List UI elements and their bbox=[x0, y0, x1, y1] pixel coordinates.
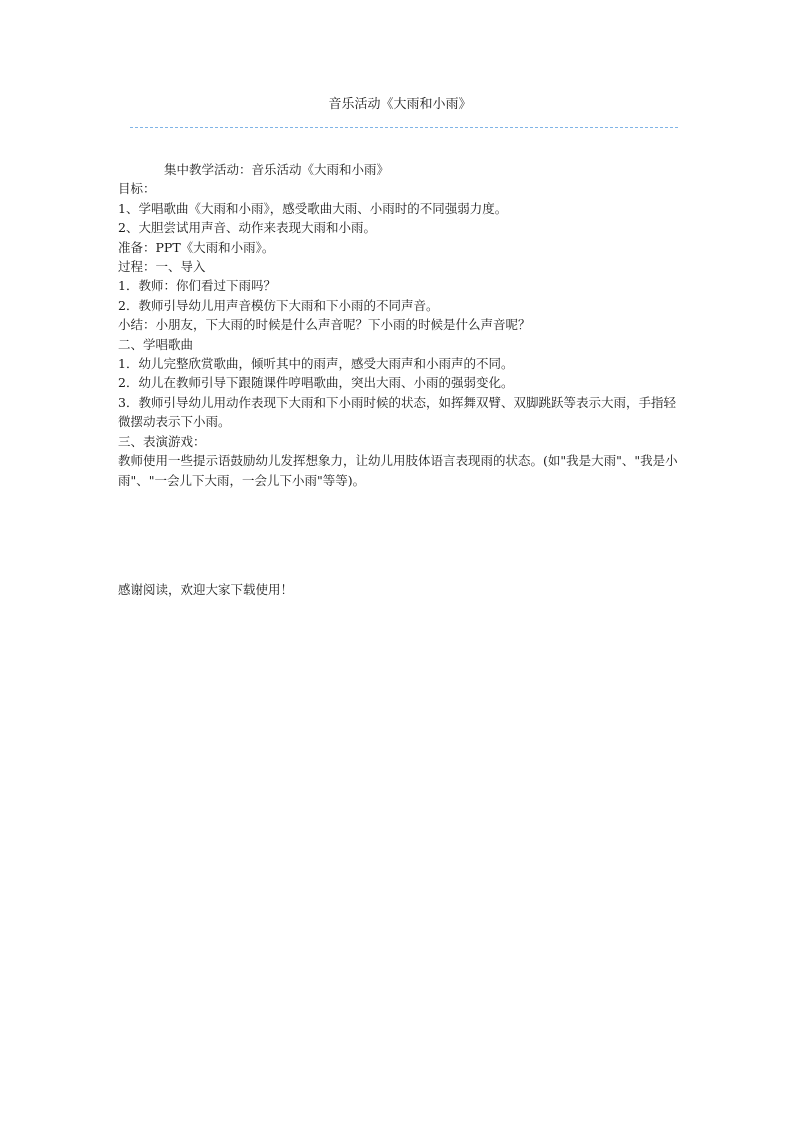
document-body bbox=[118, 160, 686, 490]
footer-thanks: 感谢阅读，欢迎大家下载使用！ bbox=[118, 582, 294, 597]
section-heading-3: 三、表演游戏： bbox=[118, 433, 206, 449]
title-divider bbox=[130, 127, 678, 128]
process-heading: 过程：一、导入 bbox=[118, 259, 206, 275]
section-heading-2: 二、学唱歌曲 bbox=[118, 336, 194, 352]
goals-label: 目标： bbox=[118, 181, 156, 197]
song-step-3: 3．教师引导幼儿用动作表现下大雨和下小雨时候的状态，如挥舞双臂、双脚跳跃等表示大雨，手指轻微摆动表示下小雨。 bbox=[118, 394, 676, 430]
activity-heading: 集中教学活动：音乐活动《大雨和小雨》 bbox=[164, 162, 390, 177]
song-step-1: 1．幼儿完整欣赏歌曲，倾听其中的雨声，感受大雨声和小雨声的不同。 bbox=[118, 356, 514, 372]
summary-line: 小结：小朋友，下大雨的时候是什么声音呢？下小雨的时候是什么声音呢？ bbox=[118, 317, 531, 333]
song-step-2: 2．幼儿在教师引导下跟随课件哼唱歌曲，突出大雨、小雨的强弱变化。 bbox=[118, 375, 514, 391]
goal-item-2: 2、大胆尝试用声音、动作来表现大雨和小雨。 bbox=[118, 220, 376, 236]
goal-item-1: 1、学唱歌曲《大雨和小雨》，感受歌曲大雨、小雨时的不同强弱力度。 bbox=[118, 200, 508, 216]
document-title: 音乐活动《大雨和小雨》 bbox=[328, 97, 472, 112]
preparation-line: 准备：PPT《大雨和小雨》。 bbox=[118, 239, 275, 255]
game-description: 教师使用一些提示语鼓励幼儿发挥想象力，让幼儿用肢体语言表现雨的状态。(如"我是大雨"、"我是小雨"、"一会儿下大雨，一会儿下小雨"等等)。 bbox=[118, 453, 678, 488]
intro-step-1: 1．教师：你们看过下雨吗？ bbox=[118, 278, 276, 294]
intro-step-2: 2．教师引导幼儿用声音模仿下大雨和下小雨的不同声音。 bbox=[118, 297, 439, 313]
